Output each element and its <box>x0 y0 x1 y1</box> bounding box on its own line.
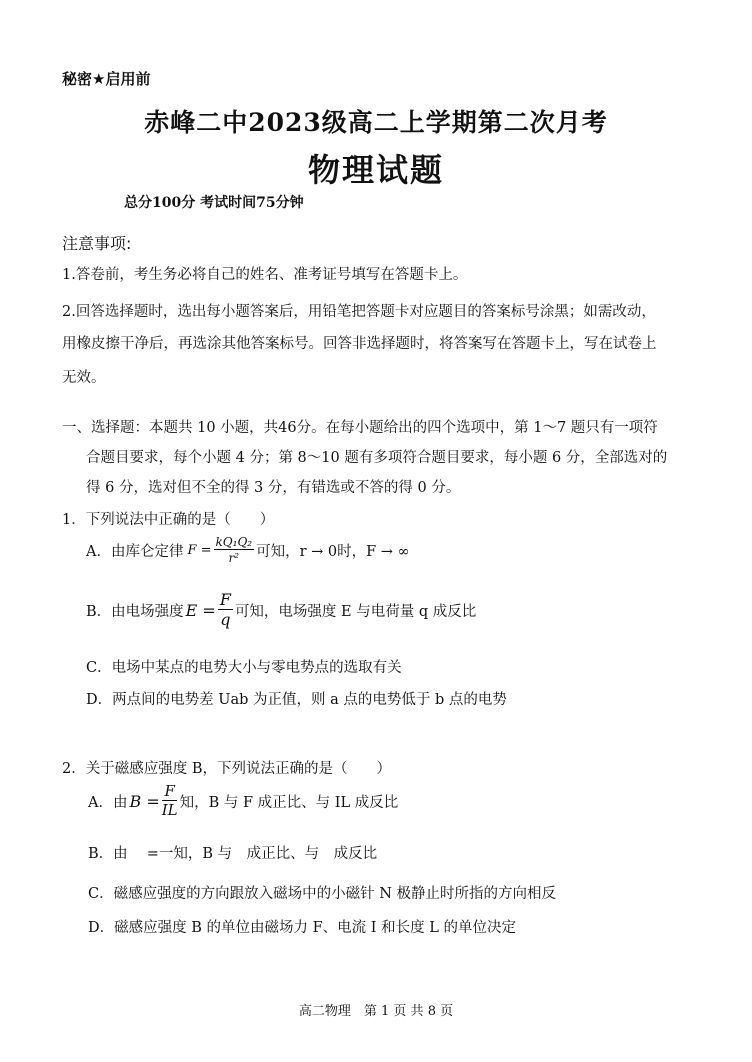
q1-a-numerator: kQ₁Q₂ <box>215 535 253 549</box>
notice-item-2-line-2: 用橡皮擦干净后，再选涂其他答案标号。回答非选择题时，将答案写在答题卡上，写在试卷上 <box>62 336 657 352</box>
q2-option-d: D．磁感应强度 B 的单位由磁场力 F、电流 I 和长度 L 的单位决定 <box>88 920 516 936</box>
q2-a-fraction <box>162 784 178 818</box>
q2-a-prefix: A．由 <box>88 794 128 811</box>
q1-b-suffix: 可知，电场强度 E 与电荷量 q 成反比 <box>234 603 477 620</box>
q1-a-fraction <box>214 536 255 564</box>
q2-option-b: B．由 =一知，B 与 成正比、与 成反比 <box>88 846 378 862</box>
q1-a-prefix: A．由库仑定律 <box>86 543 184 560</box>
notice-heading: 注意事项: <box>62 234 132 253</box>
q1-option-a <box>86 536 410 564</box>
q1-stem: 1．下列说法中正确的是（ ） <box>62 512 275 528</box>
q1-a-formula-lhs: F = <box>187 542 212 558</box>
q1-a-denominator: r² <box>228 551 240 565</box>
q1-option-c: C．电场中某点的电势大小与零电势点的选取有关 <box>86 660 402 676</box>
page-footer: 高二物理 第 1 页 共 8 页 <box>298 1004 454 1019</box>
secret-label: 秘密★启用前 <box>62 70 151 88</box>
notice-item-1: 1.答卷前，考生务必将自己的姓名、准考证号填写在答题卡上。 <box>62 267 468 283</box>
q1-b-numerator: F <box>219 590 231 609</box>
section-1-line-2: 合题目要求，每个小题 4 分；第 8～10 题有多项符合题目要求，每小题 6 分，全部选对的 <box>86 450 668 466</box>
notice-item-2-line-3: 无效。 <box>62 370 106 386</box>
q2-a-numerator: F <box>164 782 175 800</box>
notice-item-2-line-1: 2.回答选择题时，选出每小题答案后，用铅笔把答题卡对应题目的答案标号涂黑；如需改动， <box>62 304 656 320</box>
q2-option-a <box>88 784 398 818</box>
q2-a-formula-lhs: B = <box>129 791 160 811</box>
section-1-line-1: 一、选择题：本题共 10 小题，共46分。在每小题给出的四个选项中，第 1～7 题只有一项符 <box>62 420 658 436</box>
subject-title: 物理试题 <box>307 151 444 189</box>
q1-b-denominator: q <box>220 610 231 629</box>
q2-a-denominator: IL <box>161 801 178 819</box>
q1-b-formula-lhs: E = <box>185 600 216 620</box>
q2-stem: 2．关于磁感应强度 B，下列说法正确的是（ ） <box>62 761 391 777</box>
q1-option-b <box>86 592 476 628</box>
section-1-line-3: 得 6 分，选对但不全的得 3 分，有错选或不答的得 0 分。 <box>86 480 461 496</box>
exam-title: 赤峰二中2023级高二上学期第二次月考 <box>144 108 608 137</box>
q1-b-prefix: B．由电场强度 <box>86 603 184 620</box>
q2-a-suffix: 知，B 与 F 成正比、与 IL 成反比 <box>179 794 399 811</box>
q1-b-fraction <box>218 592 233 628</box>
q1-option-d: D．两点间的电势差 Uab 为正值，则 a 点的电势低于 b 点的电势 <box>86 692 507 708</box>
q2-option-c: C．磁感应强度的方向跟放入磁场中的小磁针 N 极静止时所指的方向相反 <box>88 886 556 902</box>
score-time-line: 总分100分 考试时间75分钟 <box>124 195 304 211</box>
q1-a-suffix: 可知，r → 0时，F → ∞ <box>256 543 410 560</box>
